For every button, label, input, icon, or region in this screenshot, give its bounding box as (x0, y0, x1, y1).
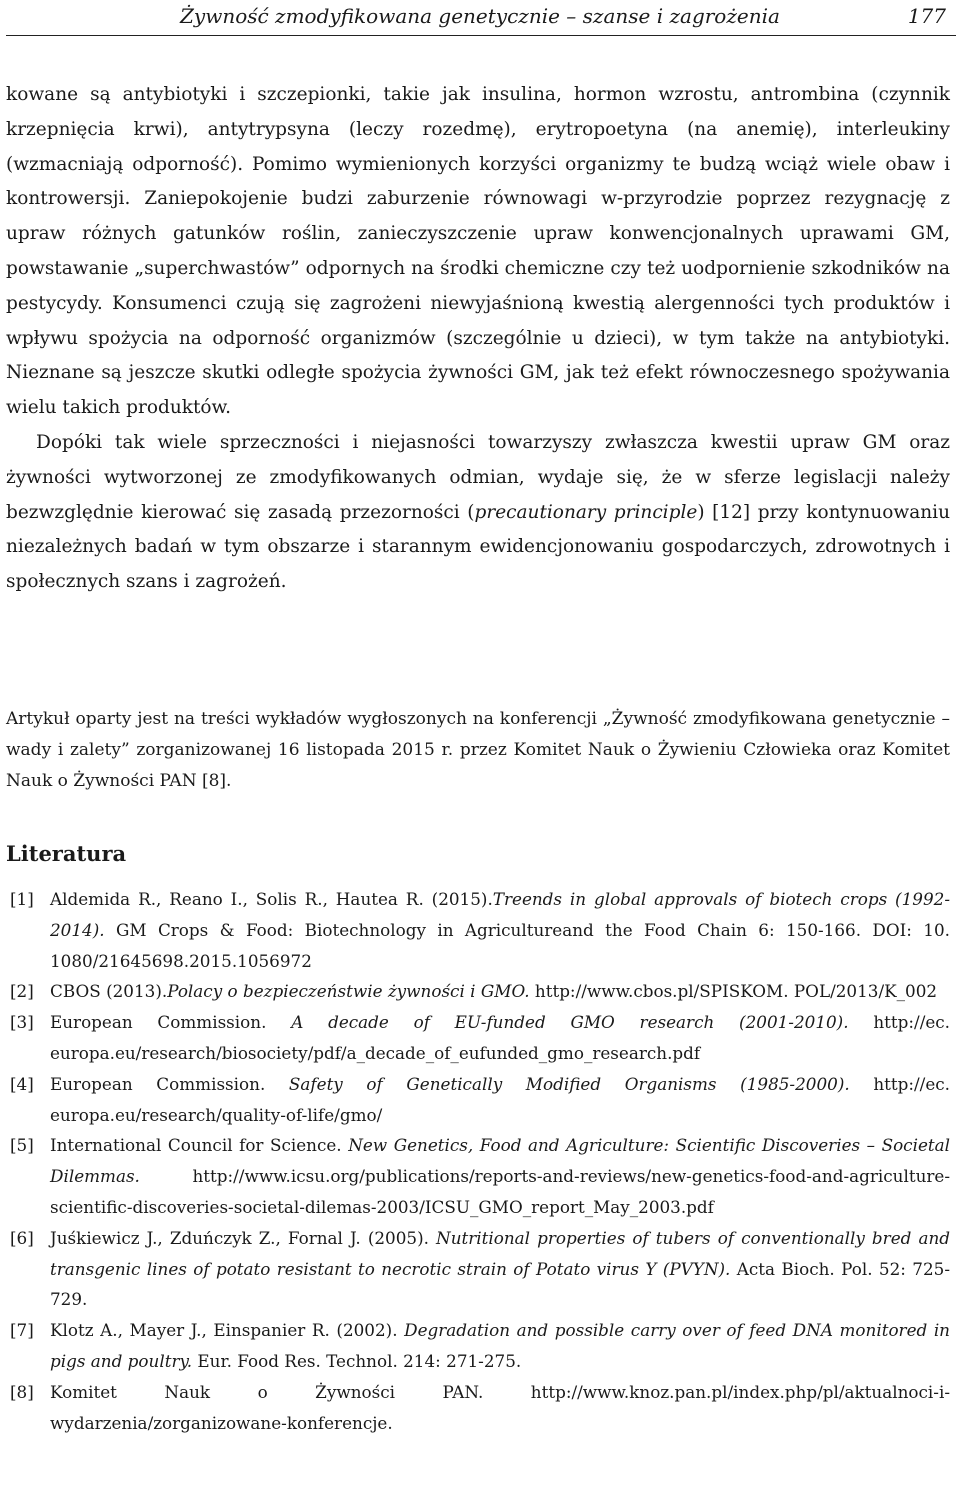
paragraph-2-italic-term: precautionary principle (474, 501, 698, 523)
reference-number: [6] (10, 1227, 34, 1248)
paragraph-2-text-end: ) [12] przy kontynuowaniu niezależnych badań w tym obszarze i starannym ewidencjonowaniu gospodarczych, zdrowotnych i społecznych szans i zagrożeń. (6, 501, 950, 593)
reference-authors: Komitet Nauk o Żywności PAN. http://www.knoz.pan.pl/index.php/pl/aktualnoci-i- wydarzenia/zorganizowane-konferencje. (50, 1381, 950, 1433)
reference-title: A decade of EU-funded GMO research (2001-2010). (291, 1012, 849, 1033)
running-header-title: Żywność zmodyfikowana genetycznie – szanse i zagrożenia (180, 4, 780, 28)
reference-authors: Juśkiewicz J., Zduńczyk Z., Fornal J. (2005). (50, 1227, 437, 1248)
reference-number: [1] (10, 889, 34, 909)
reference-authors: CBOS (2013). (50, 981, 168, 1002)
reference-item (6, 1069, 950, 1131)
reference-authors: European Commission. (50, 1012, 292, 1033)
literature-heading: Literatura (6, 841, 127, 866)
reference-source: Eur. Food Res. Technol. 214: 271-275. (192, 1350, 522, 1371)
reference-item (6, 1130, 950, 1222)
reference-number: [8] (10, 1381, 34, 1402)
reference-item (6, 976, 950, 1007)
reference-item (6, 1223, 950, 1315)
reference-authors: Aldemida R., Reano I., Solis R., Hautea R. (2015). (50, 889, 493, 909)
reference-authors: Klotz A., Mayer J., Einspanier R. (2002). (50, 1320, 405, 1341)
reference-source: http://www.cbos.pl/SPISKOM. POL/2013/K_002 (529, 981, 938, 1002)
reference-item (6, 884, 950, 976)
reference-title: Degradation and possible carry over of feed DNA monitored in pigs and poultry. (50, 1320, 950, 1371)
reference-source: Acta Bioch. Pol. 52: 725-729. (50, 1258, 950, 1310)
reference-source: http://ec. europa.eu/research/biosociety/pdf/a_decade_of_eufunded_gmo_research.pdf (50, 1012, 951, 1063)
reference-title: Safety of Genetically Modified Organisms (1985-2000). (288, 1073, 850, 1094)
reference-title: New Genetics, Food and Agriculture: Scientific Discoveries – Societal Dilemmas. (50, 1135, 950, 1187)
reference-title: Treends in global approvals of biotech crops (1992-2014). (50, 889, 950, 940)
reference-source: http://www.icsu.org/publications/reports-and-reviews/new-genetics-food-and-agriculture-scientific-discoveries-societal-dilemas-2003/ICSU_GMO_report_May_2003.pdf (50, 1166, 950, 1217)
reference-list (6, 884, 950, 1438)
reference-item (6, 1007, 950, 1069)
reference-item (6, 1377, 950, 1439)
reference-number: [2] (10, 981, 34, 1002)
reference-number: [4] (10, 1073, 34, 1094)
reference-number: [5] (10, 1135, 34, 1156)
reference-authors: European Commission. (50, 1073, 289, 1094)
paragraph-2 (6, 426, 950, 600)
article-note: Artykuł oparty jest na treści wykładów wygłoszonych na konferencji „Żywność zmodyfikowana genetycznie – wady i zalety” zorganizowanej 16 listopada 2015 r. przez Komitet Nauk o Żywieniu Człowieka oraz Komitet Nauk o Żywności PAN [8]. (6, 709, 950, 791)
reference-title: Polacy o bezpieczeństwie żywności i GMO. (167, 981, 530, 1002)
paragraph-2-text-start: Dopóki tak wiele sprzeczności i niejasności towarzyszy zwłaszcza kwestii upraw GM oraz żywności wytworzonej ze zmodyfikowanych odmian, wydaje się, że w sferze legislacji należy bezwzględnie kierować się zasadą przezorności ( (6, 431, 950, 523)
reference-authors: International Council for Science. (50, 1135, 349, 1156)
reference-title: Nutritional properties of tubers of conventionally bred and transgenic lines of potato resistant to necrotic strain of Potato virus Y (PVYN). (50, 1227, 950, 1279)
reference-source: http://ec. europa.eu/research/quality-of-life/gmo/ (50, 1073, 951, 1125)
reference-number: [7] (10, 1320, 34, 1341)
reference-number: [3] (10, 1012, 34, 1033)
page-number: 177 (907, 4, 946, 28)
paragraph-1: kowane są antybiotyki i szczepionki, takie jak insulina, hormon wzrostu, antrombina (czynnik krzepnięcia krwi), antytrypsyna (leczy rozedmę), erytropoetyna (na anemię), interleukiny (wzmacniają odporność). Pomimo wymienionych korzyści organizmy te budzą wciąż wiele obaw i kontrowersji. Zaniepokojenie budzi zaburzenie równowagi w-przyrodzie poprzez rezygnację z upraw różnych gatunków roślin, zanieczyszczenie upraw konwencjonalnych uprawami GM, powstawanie „superchwastów” odpornych na środki chemiczne czy też uodpornienie szkodników na pestycydy. Konsumenci czują się zagrożeni niewyjaśnioną kwestią alergenności tych produktów i wpływu spożycia na odporność organizmów (szczególnie u dzieci), w tym także na antybiotyki. Nieznane są jeszcze skutki odległe spożycia żywności GM, jak też efekt równoczesnego spożywania wielu takich produktów. (6, 84, 950, 419)
reference-item (6, 1315, 950, 1377)
reference-source: GM Crops & Food: Biotechnology in Agricultureand the Food Chain 6: 150-166. DOI: 10. 1080/21645698.2015.1056972 (50, 919, 950, 971)
running-header (0, 0, 960, 36)
body-text (6, 78, 950, 600)
header-divider (6, 35, 956, 36)
